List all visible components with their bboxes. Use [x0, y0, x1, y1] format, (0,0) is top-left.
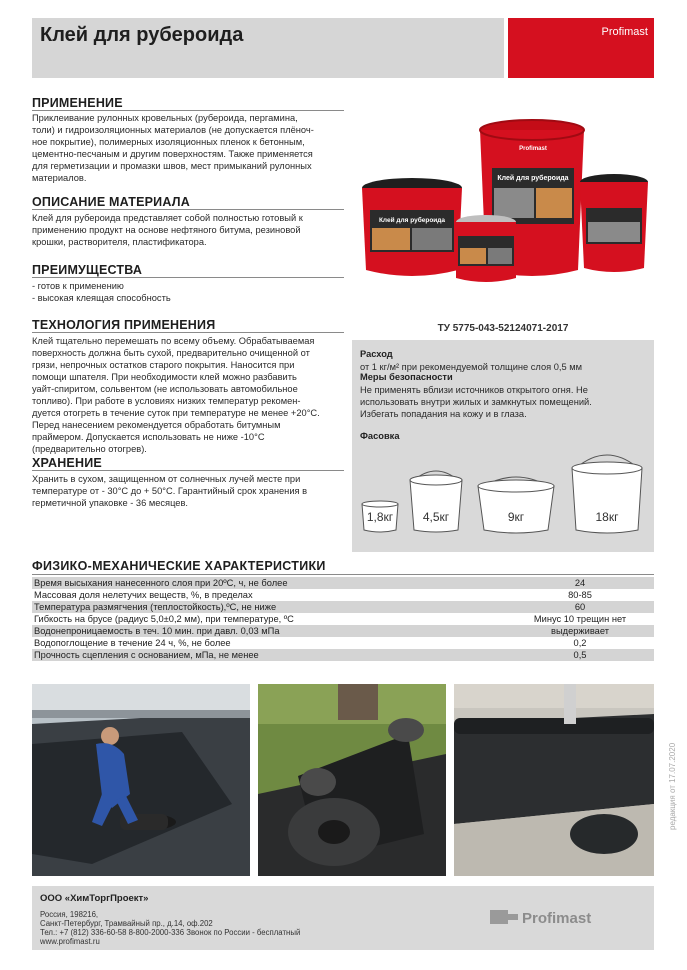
safety-title: Меры безопасности [360, 372, 453, 382]
footer [32, 886, 654, 950]
svg-text:Клей для рубероида: Клей для рубероида [378, 217, 446, 224]
bucket-small [580, 174, 648, 272]
photo-worker-rolling [32, 684, 250, 876]
spec-row: Температура размягчения (теплостойкость),ºС, не ниже 60 [32, 601, 654, 613]
company-name: ООО «ХимТоргПроект» [40, 893, 149, 904]
tin-can [456, 215, 516, 282]
page-title: Клей для рубероида [40, 24, 244, 46]
divider [32, 209, 344, 210]
svg-text:Profimast: Profimast [522, 910, 592, 927]
profimast-logo [490, 902, 640, 932]
divider [32, 110, 344, 111]
revision-date: редакция от 17.07.2020 [668, 742, 677, 830]
divider [32, 574, 654, 575]
divider [32, 277, 344, 278]
spec-row: Водопоглощение в течение 24 ч, %, не более 0,2 [34, 638, 587, 648]
address-line: Санкт-Петербург, Трамвайный пр., д.14, оф.202 [40, 919, 213, 928]
svg-text:Profimast: Profimast [519, 146, 547, 152]
package-9kg: 9кг [474, 470, 558, 534]
consumption-title: Расход [360, 349, 393, 359]
phone-line: Тел.: +7 (812) 336-60-58 8-800-2000-336 Звонок по России - бесплатный [40, 928, 301, 937]
address-line: Россия, 198216, [40, 910, 99, 919]
brand-name: Profimast [601, 26, 648, 38]
brand-bar [508, 18, 654, 78]
spec-row: Гибкость на брусе (радиус 5,0±0,2 мм), при температуре, ºС Минус 10 трещин нет [34, 614, 627, 624]
divider [32, 332, 344, 333]
photo-roof-adhesive [454, 684, 654, 876]
application-title: ПРИМЕНЕНИЕ [32, 96, 123, 110]
package-18kg: 18кг [568, 446, 646, 534]
website-link[interactable]: www.profimast.ru [40, 937, 100, 946]
tu-code: ТУ 5775-043-52124071-2017 [437, 323, 569, 334]
spec-row: Массовая доля нелетучих веществ, %, в пределах 80-85 [34, 590, 592, 600]
description-text: Клей для рубероида представляет собой полностью готовый к применению продукт на основе нефтяного битума, резиновой крошки, растворителя, пластификатора. [32, 213, 303, 247]
technology-text: Клей тщательно перемешать по всему объему. Обрабатываемая поверхность должна быть сухой, предварительно очищенной от грязи, непрочных остатков старого покрытия. Наносится при помощи шпателя. При необходимости клей можно разбавить уайт-спиритом, сольвентом (не использовать автомобильное топливо). При работе в условиях низких температур рекомен- дуется отогреть в течение суток при температуре не менее +20°С. Перед нанесением рекомендуется обработать битумным праймером. Допускается использовать не ниже -10°С (предварительно отогрев). [32, 336, 320, 454]
divider [32, 470, 344, 471]
specs-title: ФИЗИКО-МЕХАНИЧЕСКИЕ ХАРАКТЕРИСТИКИ [32, 559, 326, 573]
packaging-title: Фасовка [360, 431, 400, 441]
advantages-title: ПРЕИМУЩЕСТВА [32, 263, 143, 277]
storage-text: Хранить в сухом, защищенном от солнечных лучей месте при температуре от - 30°С до + 50°С. Гарантийный срок хранения в герметичной упаковке - 36 месяцев. [32, 474, 308, 508]
advantages-list: - готов к применению - высокая клеящая способность [32, 281, 171, 303]
bucket-medium [362, 178, 462, 276]
package-4-5kg: 4,5кг [406, 462, 466, 534]
svg-text:Клей для рубероида: Клей для рубероида [497, 175, 569, 182]
spec-row: Водонепроницаемость в теч. 10 мин. при давл. 0,03 мПа выдерживает [32, 625, 654, 637]
consumption-text: от 1 кг/м² при рекомендуемой толщине слоя 0,5 мм [360, 362, 583, 372]
storage-title: ХРАНЕНИЕ [32, 456, 102, 470]
spec-row: Время высыхания нанесенного слоя при 20ºС, ч, не более 24 [32, 577, 654, 589]
package-1-8kg: 1,8кг [360, 500, 400, 534]
photo-roll-gloves [258, 684, 446, 876]
safety-text: Не применять вблизи источников открытого огня. Не использовать внутри жилых и замкнутых помещений. Избегать попадания на кожу и в глаза. [360, 385, 592, 419]
spec-row: Прочность сцепления с основанием, мПа, не менее 0,5 [32, 649, 654, 661]
application-text: Приклеивание рулонных кровельных (рубероида, пергамина, толи) и гидроизоляционных материалов (не допускается плёноч- ное покрытие), полимерных изоляционных пленок к бетонным, цементно-песчаным и другим поверхностям. Также применяется для герметизации и промазки швов, мест примыканий рулонных материалов. [32, 113, 314, 183]
technology-title: ТЕХНОЛОГИЯ ПРИМЕНЕНИЯ [32, 318, 216, 332]
description-title: ОПИСАНИЕ МАТЕРИАЛА [32, 195, 190, 209]
product-image [352, 110, 654, 296]
